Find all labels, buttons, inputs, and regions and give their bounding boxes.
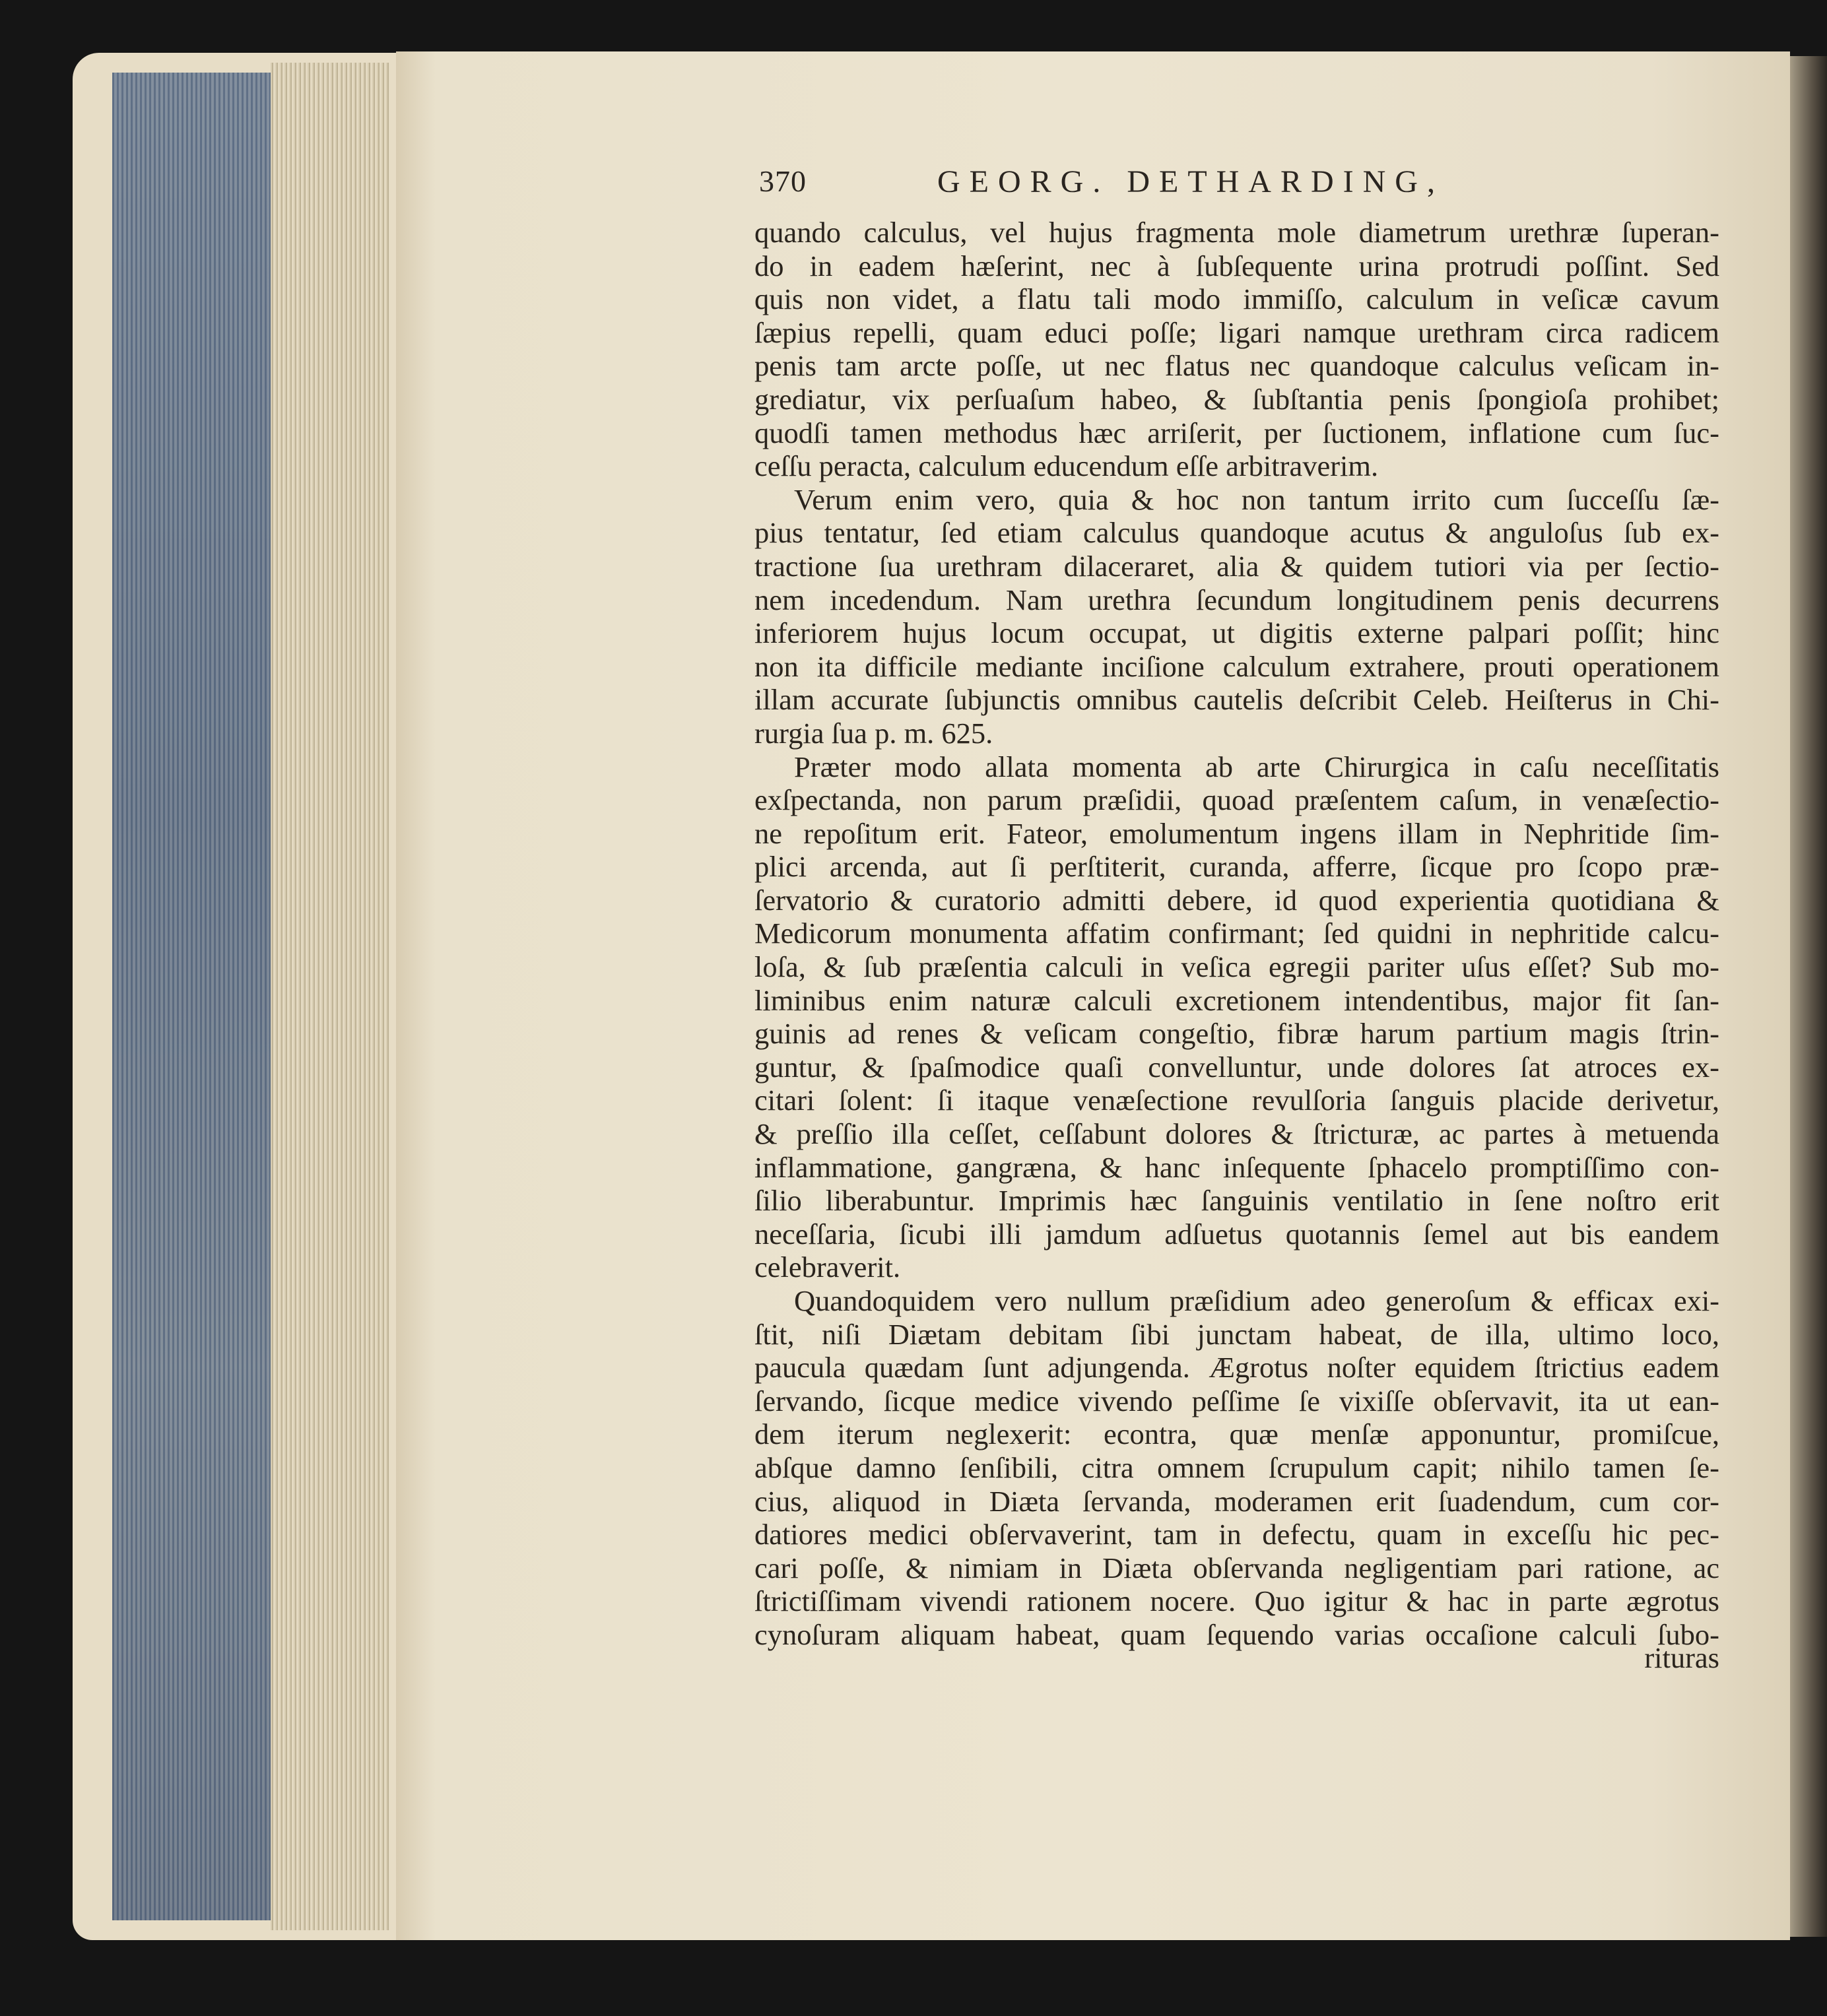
- body-text: [754, 216, 1719, 1652]
- text-line: ſtit, niſi Diætam debitam ſibi junctam habeat, de illa, ultimo loco,: [754, 1317, 1719, 1351]
- text-line: Præter modo allata momenta ab arte Chirurgica in caſu neceſſitatis: [794, 750, 1719, 783]
- catchword: rituras: [1644, 1641, 1719, 1674]
- text-line: nem incedendum. Nam urethra ſecundum longitudinem penis decurrens: [754, 583, 1719, 616]
- text-line: ſæpius repelli, quam educi poſſe; ligari namque urethram circa radicem: [754, 315, 1719, 349]
- text-line: inflammatione, gangræna, & hanc inſequente ſphacelo promptiſſimo con-: [754, 1150, 1719, 1184]
- text-line: ceſſu peracta, calculum educendum eſſe arbitraverim.: [754, 449, 1379, 483]
- text-line: loſa, & ſub præſentia calculi in veſica egregii pariter uſus eſſet? Sub mo-: [754, 950, 1719, 984]
- text-line: rurgia ſua p. m. 625.: [754, 716, 993, 750]
- text-line: citari ſolent: ſi itaque venæſectione revulſoria ſanguis placide derivetur,: [754, 1084, 1719, 1117]
- text-line: cius, aliquod in Diæta ſervanda, moderamen erit ſuadendum, cum cor-: [754, 1484, 1719, 1518]
- text-line: paucula quædam ſunt adjungenda. Ægrotus noſter equidem ſtrictius eadem: [754, 1351, 1719, 1384]
- page-header: [759, 164, 1723, 216]
- text-line: neceſſaria, ſicubi illi jamdum adſuetus quotannis ſemel aut bis eandem: [754, 1217, 1719, 1251]
- text-line: abſque damno ſenſibili, citra omnem ſcrupulum capit; nihilo tamen ſe-: [754, 1450, 1719, 1484]
- text-line: cynoſuram aliquam habeat, quam ſequendo varias occaſione calculi ſubo-: [754, 1617, 1719, 1651]
- text-line: quodſi tamen methodus hæc arriſerit, per ſuctionem, inflatione cum ſuc-: [754, 416, 1719, 449]
- text-line: inferiorem hujus locum occupat, ut digitis externe palpari poſſit; hinc: [754, 616, 1719, 650]
- text-line: non ita difficile mediante inciſione calculum extrahere, prouti operationem: [754, 649, 1719, 683]
- text-line: & preſſio illa ceſſet, ceſſabunt dolores & ſtricturæ, ac partes à metuenda: [754, 1117, 1719, 1151]
- speckled-page-edge: [112, 73, 271, 1920]
- text-line: quando calculus, vel hujus fragmenta mole diametrum urethræ ſuperan-: [754, 216, 1719, 249]
- text-line: exſpectanda, non parum præſidii, quoad præſentem caſum, in venæſectio-: [754, 783, 1719, 817]
- text-line: datiores medici obſervaverint, tam in defectu, quam in exceſſu hic pec-: [754, 1518, 1719, 1551]
- text-line: plici arcenda, aut ſi perſtiterit, curanda, afferre, ſicque pro ſcopo præ-: [754, 850, 1719, 884]
- text-line: ſervatorio & curatorio admitti debere, id quod experientia quotidiana &: [754, 883, 1719, 917]
- text-line: dem iterum neglexerit: econtra, quæ menſæ apponuntur, promiſcue,: [754, 1417, 1719, 1451]
- page-number: 370: [759, 164, 807, 198]
- text-line: illam accurate ſubjunctis omnibus cautelis deſcribit Celeb. Heiſterus in Chi-: [754, 683, 1719, 717]
- text-line: liminibus enim naturæ calculi excretionem intendentibus, major fit ſan-: [754, 983, 1719, 1017]
- stacked-pages-edge: [271, 63, 389, 1930]
- text-line: guinis ad renes & veſicam congeſtio, fibræ harum partium magis ſtrin-: [754, 1017, 1719, 1051]
- text-line: ſtrictiſſimam vivendi rationem nocere. Quo igitur & hac in parte ægrotus: [754, 1584, 1719, 1618]
- text-line: penis tam arcte poſſe, ut nec flatus nec quandoque calculus veſicam in-: [754, 349, 1719, 383]
- text-line: pius tentatur, ſed etiam calculus quandoque acutus & anguloſus ſub ex-: [754, 516, 1719, 550]
- text-line: guntur, & ſpaſmodice quaſi convelluntur, unde dolores ſat atroces ex-: [754, 1050, 1719, 1084]
- running-head: GEORG. DETHARDING,: [937, 164, 1444, 199]
- text-line: celebraverit.: [754, 1251, 901, 1284]
- text-line: ne repoſitum erit. Fateor, emolumentum ingens illam in Nephritide ſim-: [754, 816, 1719, 850]
- text-line: Medicorum monumenta affatim confirmant; ſed quidni in nephritide calcu-: [754, 917, 1719, 950]
- text-line: cari poſſe, & nimiam in Diæta obſervanda negligentiam pari ratione, ac: [754, 1551, 1719, 1584]
- text-line: grediatur, vix perſuaſum habeo, & ſubſtantia penis ſpongioſa prohibet;: [754, 382, 1719, 416]
- text-line: ſervando, ſicque medice vivendo peſſime ſe vixiſſe obſervavit, ita ut ean-: [754, 1384, 1719, 1417]
- text-line: do in eadem hæſerint, nec à ſubſequente urina protrudi poſſint. Sed: [754, 249, 1719, 282]
- facing-page-edge: [1790, 56, 1827, 1937]
- text-line: tractione ſua urethram dilaceraret, alia & quidem tutiori via per ſectio-: [754, 549, 1719, 583]
- text-line: ſilio liberabuntur. Imprimis hæc ſanguinis ventilatio in ſene noſtro erit: [754, 1184, 1719, 1218]
- text-line: Verum enim vero, quia & hoc non tantum irrito cum ſucceſſu ſæ-: [794, 482, 1719, 516]
- text-line: Quandoquidem vero nullum præſidium adeo generoſum & efficax exi-: [794, 1284, 1719, 1317]
- text-line: quis non videt, a flatu tali modo immiſſo, calculum in veſicæ cavum: [754, 282, 1719, 316]
